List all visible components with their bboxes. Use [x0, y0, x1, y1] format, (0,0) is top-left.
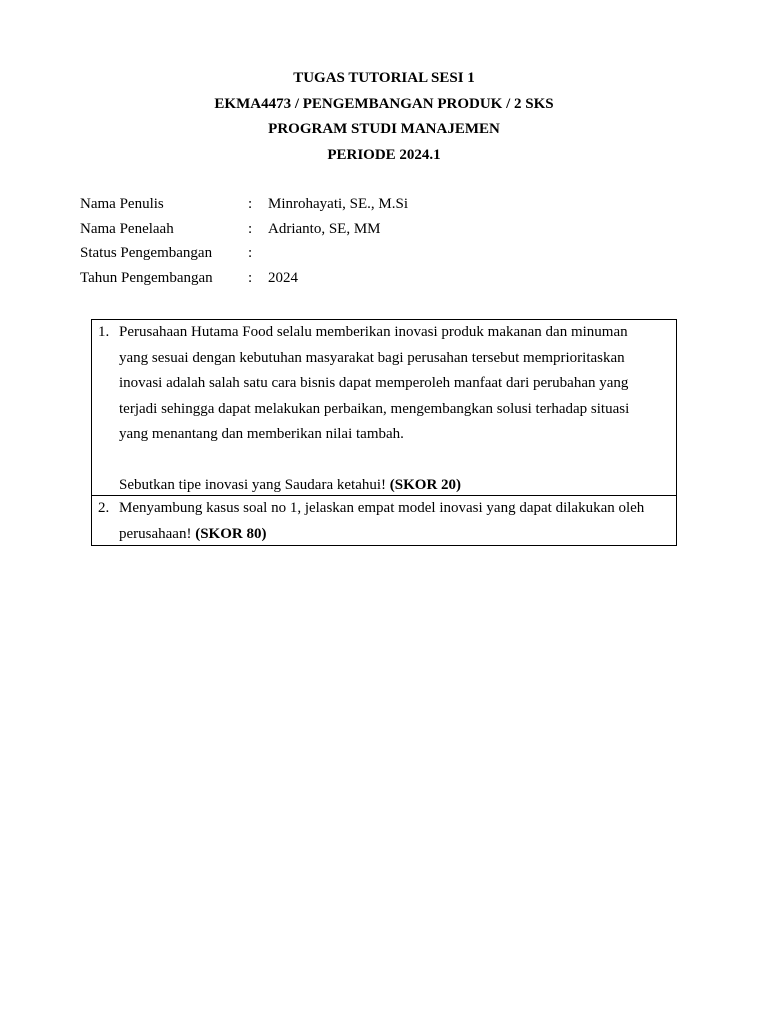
meta-label: Tahun Pengembangan [80, 269, 213, 286]
meta-value: Adrianto, SE, MM [268, 220, 381, 237]
question-row [92, 495, 676, 545]
document-header [0, 66, 768, 168]
question-text-line: yang sesuai dengan kebutuhan masyarakat bagi perusahan tersebut memprioritaskan [119, 349, 625, 366]
header-program: PROGRAM STUDI MANAJEMEN [268, 121, 500, 137]
question-text-line: yang menantang dan memberikan nilai tambah. [119, 426, 404, 442]
document-metadata [80, 192, 680, 290]
meta-row-status [80, 241, 680, 266]
meta-label: Status Pengembangan [80, 245, 213, 261]
question-text-line: terjadi sehingga dapat melakukan perbaikan, mengembangkan solusi terhadap situasi [119, 400, 630, 417]
header-period: PERIODE 2024.1 [327, 146, 441, 163]
meta-row-year [80, 266, 680, 291]
meta-row-author [80, 192, 680, 217]
question-number: 2. [98, 500, 110, 516]
question-prompt [119, 522, 674, 548]
meta-value: 2024 [268, 269, 298, 286]
meta-colon: : [248, 269, 253, 286]
question-number: 1. [98, 324, 110, 340]
question-body [119, 496, 674, 547]
header-title: TUGAS TUTORIAL SESI 1 [293, 70, 475, 86]
header-course: EKMA4473 / PENGEMBANGAN PRODUK / 2 SKS [214, 95, 554, 112]
question-prompt-text: Sebutkan tipe inovasi yang Saudara ketahui! [119, 476, 390, 493]
question-prompt-text: perusahaan! [119, 525, 196, 542]
meta-colon: : [248, 196, 253, 212]
meta-colon: : [248, 245, 253, 261]
meta-value: Minrohayati, SE., M.Si [268, 196, 409, 212]
question-text-line: Perusahaan Hutama Food selalu memberikan inovasi produk makanan dan minuman [119, 324, 628, 340]
meta-label: Nama Penulis [80, 196, 164, 212]
meta-colon: : [248, 220, 253, 237]
meta-label: Nama Penelaah [80, 220, 174, 237]
questions-table [91, 319, 677, 546]
question-row [92, 320, 676, 495]
question-score: (SKOR 20) [389, 476, 462, 493]
question-body [119, 320, 674, 498]
question-text-line: inovasi adalah salah satu cara bisnis dapat memperoleh manfaat dari perubahan yang [119, 375, 629, 391]
question-score: (SKOR 80) [195, 525, 267, 542]
question-text-line: Menyambung kasus soal no 1, jelaskan empat model inovasi yang dapat dilakukan oleh [119, 500, 645, 516]
meta-row-reviewer [80, 217, 680, 242]
